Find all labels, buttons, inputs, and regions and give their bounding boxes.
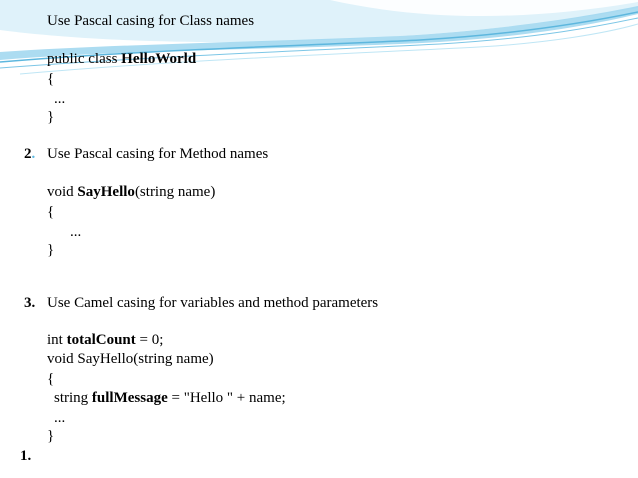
- section2-decl-suffix: (string name): [134, 184, 216, 200]
- section3-variable-declaration: [47, 331, 163, 349]
- section3-number-dot: .: [31, 295, 36, 311]
- section3-stmt-suffix: = "Hello " + name;: [167, 390, 286, 406]
- section2-number-dot: .: [31, 146, 36, 162]
- section1-heading: Use Pascal casing for Class names: [47, 13, 255, 29]
- section3-stmt-prefix: string: [54, 390, 92, 406]
- section2-decl-name: SayHello: [77, 184, 135, 200]
- section1-open-brace: {: [47, 71, 55, 87]
- section1-close-brace: }: [47, 109, 55, 125]
- section3-number: [24, 294, 35, 312]
- section1-body: ...: [54, 91, 66, 107]
- section2-close-brace: }: [47, 242, 55, 258]
- section2-number: [24, 145, 35, 163]
- section3-var-suffix: = 0;: [135, 332, 164, 348]
- section1-decl-name: HelloWorld: [121, 51, 197, 67]
- section3-var-name: totalCount: [66, 332, 136, 348]
- section3-var-prefix: int: [47, 332, 67, 348]
- section3-number-digit: 3: [24, 295, 32, 311]
- section2-code-declaration: [47, 183, 215, 201]
- section1-code-declaration: [47, 50, 196, 68]
- section2-heading: Use Pascal casing for Method names: [47, 146, 269, 162]
- footer-list-marker: 1.: [20, 448, 32, 464]
- section3-body: ...: [54, 410, 66, 426]
- section3-stmt-name: fullMessage: [91, 390, 168, 406]
- section2-number-digit: 2: [24, 146, 32, 162]
- section3-open-brace: {: [47, 371, 55, 387]
- section3-method-declaration: void SayHello(string name): [47, 351, 214, 367]
- section3-heading: Use Camel casing for variables and method parameters: [47, 295, 379, 311]
- section2-open-brace: {: [47, 204, 55, 220]
- section2-body: ...: [70, 224, 82, 240]
- section1-decl-prefix: public class: [47, 51, 122, 67]
- section3-close-brace: }: [47, 428, 55, 444]
- section3-statement: [54, 389, 286, 407]
- section2-decl-prefix: void: [47, 184, 78, 200]
